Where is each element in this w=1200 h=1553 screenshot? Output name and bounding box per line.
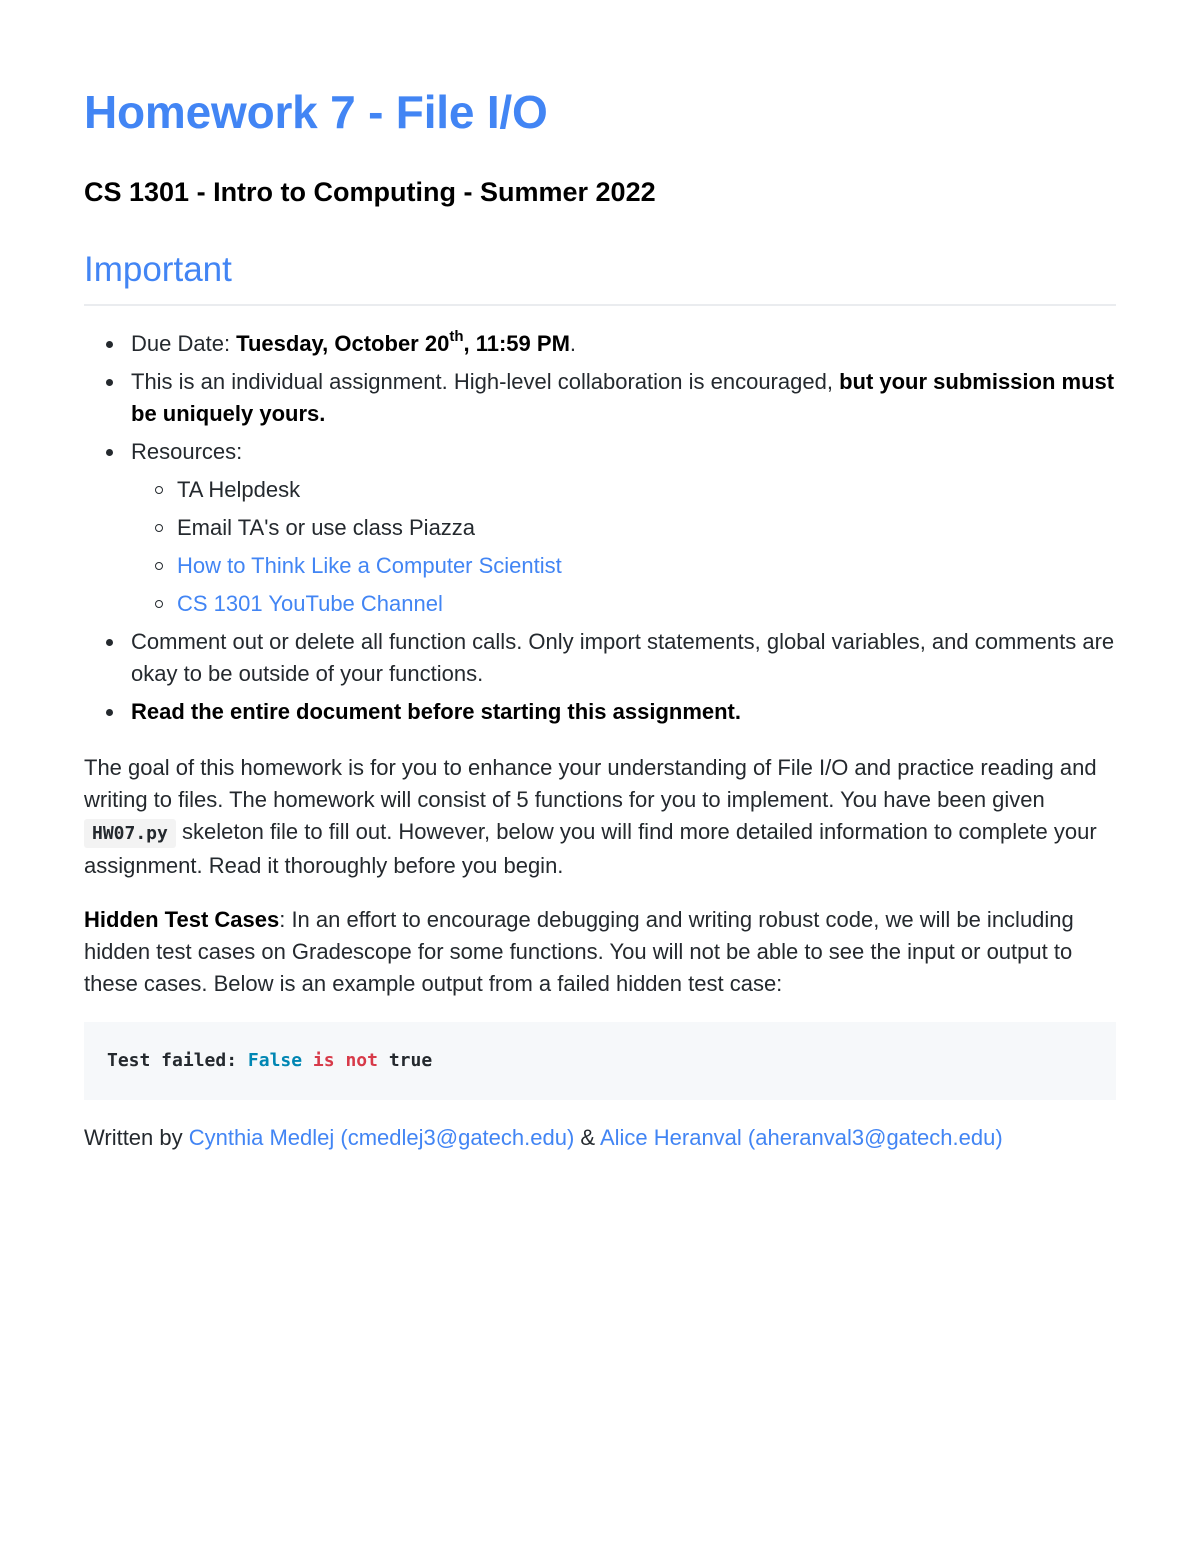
important-list xyxy=(84,328,1116,728)
list-item-resources xyxy=(131,436,1116,620)
goal-text-after: skeleton file to fill out. However, below you will find more detailed information to complete your assignment. Read it thoroughly before you begin. xyxy=(84,819,1097,878)
resources-list xyxy=(131,474,1116,620)
code-false-keyword: False xyxy=(247,1050,303,1071)
code-prefix: Test failed: xyxy=(107,1050,248,1071)
written-by-label: Written by xyxy=(84,1125,189,1150)
course-subtitle: CS 1301 - Intro to Computing - Summer 2022 xyxy=(84,177,656,207)
goal-paragraph xyxy=(84,752,1116,882)
list-item-due-date xyxy=(131,328,1116,360)
individual-text: This is an individual assignment. High-level collaboration is encouraged, xyxy=(131,369,840,394)
due-date-time: , 11:59 PM xyxy=(463,331,570,356)
resource-item xyxy=(177,588,1116,620)
section-heading-important: Important xyxy=(84,248,1116,306)
resource-item: TA Helpdesk xyxy=(177,474,1116,506)
resource-link-think-like-cs[interactable]: How to Think Like a Computer Scientist xyxy=(177,553,562,578)
resource-link-youtube-channel[interactable]: CS 1301 YouTube Channel xyxy=(177,591,443,616)
due-date-period: . xyxy=(569,331,577,356)
code-true-keyword: true xyxy=(388,1050,433,1071)
list-item-individual xyxy=(131,366,1116,430)
goal-text-before: The goal of this homework is for you to enhance your understanding of File I/O and practice reading and writing to files. The homework will consist of 5 functions for you to implement. You have been given xyxy=(84,755,1097,812)
code-not-keyword: not xyxy=(345,1050,378,1071)
list-item-read-document xyxy=(131,696,1116,728)
code-is-keyword: is xyxy=(312,1050,335,1071)
example-output-code-block xyxy=(84,1022,1116,1100)
author-link-alice[interactable]: Alice Heranval (aheranval3@gatech.edu) xyxy=(599,1125,1003,1150)
read-document-bold: Read the entire document before starting this assignment. xyxy=(131,699,741,724)
due-date-label: Due Date: xyxy=(131,331,237,356)
author-link-cynthia[interactable]: Cynthia Medlej (cmedlej3@gatech.edu) xyxy=(188,1125,575,1150)
list-item-comment-out: Comment out or delete all function calls. Only import statements, global variables, and comments are okay to be outside of your functions. xyxy=(131,626,1116,690)
authors-ampersand: & xyxy=(574,1125,600,1150)
hidden-test-label: Hidden Test Cases xyxy=(84,907,280,932)
resources-label: Resources: xyxy=(131,439,243,464)
individual-bold-text: but your submission must be uniquely yours. xyxy=(131,369,1115,426)
resource-item xyxy=(177,550,1116,582)
hidden-test-text: : In an effort to encourage debugging and writing robust code, we will be including hidden test cases on Gradescope for some functions. You will not be able to see the input or output to these cases. Below is an example output from a failed hidden test case: xyxy=(84,907,1074,996)
authors-line xyxy=(84,1122,1116,1154)
document-title: Homework 7 - File I/O xyxy=(84,86,548,138)
due-date-value xyxy=(236,328,570,356)
due-date-day: Tuesday, October 20 xyxy=(236,331,450,356)
resource-item: Email TA's or use class Piazza xyxy=(177,512,1116,544)
due-date-suffix: th xyxy=(449,328,464,345)
hidden-test-paragraph xyxy=(84,904,1116,1000)
skeleton-file-code: HW07.py xyxy=(84,819,176,848)
